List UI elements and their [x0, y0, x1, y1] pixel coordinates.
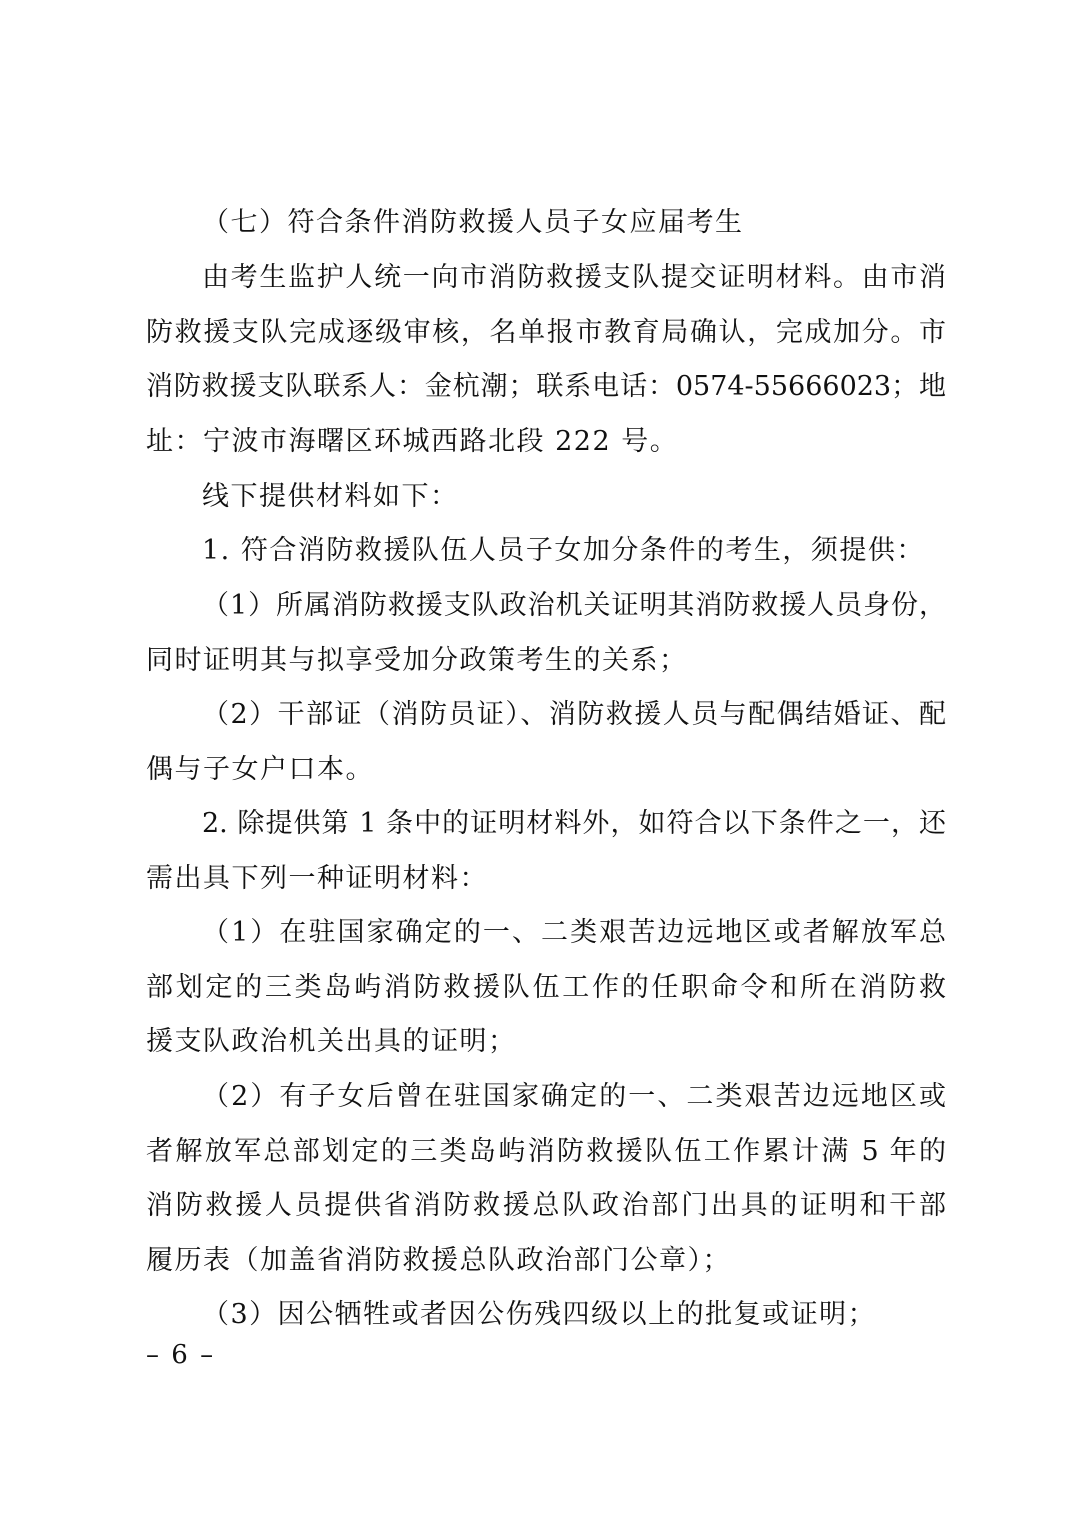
list-item: （2）有子女后曾在驻国家确定的一、二类艰苦边远地区或 [202, 1081, 946, 1112]
list-item: 1. 符合消防救援队伍人员子女加分条件的考生，须提供： [202, 535, 925, 566]
paragraph-line: 履历表（加盖省消防救援总队政治部门公章）； [146, 1245, 731, 1276]
paragraph-line: 线下提供材料如下： [202, 481, 459, 512]
paragraph-line: 消防救援人员提供省消防救援总队政治部门出具的证明和干部 [146, 1190, 946, 1221]
list-item: （1）所属消防救援支队政治机关证明其消防救援人员身份， [202, 590, 946, 621]
list-item: （1）在驻国家确定的一、二类艰苦边远地区或者解放军总 [202, 917, 946, 948]
paragraph-line: 部划定的三类岛屿消防救援队伍工作的任职命令和所在消防救 [146, 972, 946, 1003]
paragraph-line: 消防救援支队联系人：金杭潮；联系电话：0574-55666023；地 [146, 371, 946, 402]
paragraph-line: 址：宁波市海曙区环城西路北段 222 号。 [146, 426, 679, 457]
list-item: 2. 除提供第 1 条中的证明材料外，如符合以下条件之一，还 [202, 808, 946, 839]
paragraph-line: 者解放军总部划定的三类岛屿消防救援队伍工作累计满 5 年的 [146, 1136, 946, 1167]
section-heading: （七）符合条件消防救援人员子女应届考生 [202, 207, 744, 238]
page-number: – 6 – [146, 1340, 216, 1370]
paragraph-line: 防救援支队完成逐级审核，名单报市教育局确认，完成加分。市 [146, 317, 946, 348]
list-item: （3）因公牺牲或者因公伤残四级以上的批复或证明； [202, 1299, 877, 1330]
paragraph-line: 由考生监护人统一向市消防救援支队提交证明材料。由市消 [202, 262, 946, 293]
list-item: （2）干部证（消防员证）、消防救援人员与配偶结婚证、配 [202, 699, 946, 730]
paragraph-line: 偶与子女户口本。 [146, 754, 374, 785]
paragraph-line: 需出具下列一种证明材料： [146, 863, 488, 894]
paragraph-line: 同时证明其与拟享受加分政策考生的关系； [146, 645, 688, 676]
paragraph-line: 援支队政治机关出具的证明； [146, 1026, 517, 1057]
